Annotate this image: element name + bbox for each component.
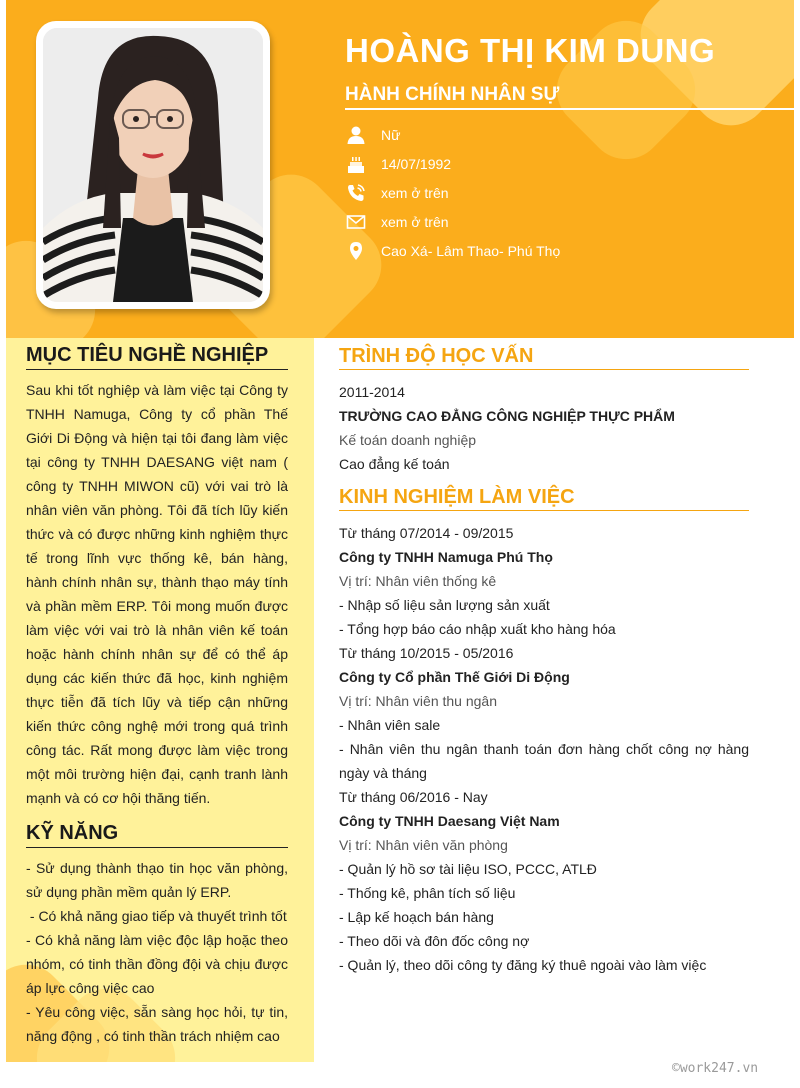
job-entry: [339, 641, 749, 785]
contact-list: [345, 120, 560, 265]
objective-text: Sau khi tốt nghiệp và làm việc tại Công ty TNHH Namuga, Công ty cổ phần Thế Giới Di Động và hiện tại tôi đang làm việc tại công ty TNHH DAESANG việt nam ( công ty TNHH MIWON cũ) với vai trò là nhân viên văn phòng. Tôi đã tích lũy kiến thức và có được những kinh nghiệm thực tế trong lĩnh vực thống kê, bán hàng, hành chính nhân sự, thành thạo máy tính và phần mềm ERP. Tôi mong muốn được làm việc với vai trò là nhân viên kế toán hoặc hành chính nhân sự để có thể áp dụng các kiến thức đã học, kinh nghiệm thực tiễn đã tích lũy và tiếp cận những kiến thức công nghệ mới trong quá trình công tác. Rất mong được làm việc trong một môi trường hiện đại, cạnh tranh lành mạnh và có cơ hội thăng tiến.: [26, 382, 288, 806]
phone-icon: [345, 182, 367, 204]
job-period: Từ tháng 07/2014 - 09/2015: [339, 525, 514, 541]
skills-section: [26, 822, 288, 1048]
skills-list: [26, 856, 288, 1048]
title-divider: [345, 108, 794, 110]
job-duty: - Theo dõi và đôn đốc công nợ: [339, 933, 530, 949]
education-section: [339, 345, 749, 476]
job-duty: - Nhập số liệu sản lượng sản xuất: [339, 597, 550, 613]
job-company: Công ty TNHH Daesang Việt Nam: [339, 813, 560, 829]
cv-page: [6, 0, 794, 1062]
job-position: Vị trí: Nhân viên văn phòng: [339, 837, 508, 853]
contact-phone: [345, 178, 560, 207]
contact-address: [345, 236, 560, 265]
job-duty: - Lập kế hoạch bán hàng: [339, 909, 494, 925]
objective-section: [26, 344, 288, 810]
email-icon: [345, 211, 367, 233]
contact-text: xem ở trên: [381, 213, 449, 230]
education-period: 2011-2014: [339, 384, 405, 400]
portrait-illustration: [43, 28, 263, 302]
job-period: Từ tháng 06/2016 - Nay: [339, 789, 488, 805]
education-heading: TRÌNH ĐỘ HỌC VẤN: [339, 345, 749, 370]
job-duty: - Quản lý hồ sơ tài liệu ISO, PCCC, ATLĐ: [339, 861, 597, 877]
job-position: Vị trí: Nhân viên thu ngân: [339, 693, 497, 709]
profile-photo: [43, 28, 263, 302]
contact-text: Nữ: [381, 126, 401, 143]
experience-list: [339, 521, 749, 977]
experience-section: [339, 486, 749, 977]
skill-item: - Yêu công việc, sẵn sàng học hỏi, tự tin, năng động , có tinh thần trách nhiệm cao: [26, 1004, 288, 1044]
education-entry: [339, 380, 749, 476]
candidate-title: HÀNH CHÍNH NHÂN SỰ: [345, 84, 560, 105]
contact-text: xem ở trên: [381, 184, 449, 201]
job-entry: [339, 785, 749, 977]
experience-heading: KINH NGHIỆM LÀM VIỆC: [339, 486, 749, 511]
job-position: Vị trí: Nhân viên thống kê: [339, 573, 497, 589]
skills-heading: KỸ NĂNG: [26, 822, 288, 848]
contact-text: Cao Xá- Lâm Thao- Phú Thọ: [381, 242, 561, 259]
job-period: Từ tháng 10/2015 - 05/2016: [339, 645, 514, 661]
contact-gender: [345, 120, 560, 149]
job-duty: - Tổng hợp báo cáo nhập xuất kho hàng hóa: [339, 621, 616, 637]
contact-text: 14/07/1992: [381, 155, 452, 172]
birthday-cake-icon: [345, 153, 367, 175]
job-company: Công ty TNHH Namuga Phú Thọ: [339, 549, 553, 565]
job-duty: - Thống kê, phân tích số liệu: [339, 885, 516, 901]
profile-photo-frame: [36, 21, 270, 309]
education-degree: Cao đẳng kế toán: [339, 456, 450, 472]
contact-email: [345, 207, 560, 236]
location-pin-icon: [345, 240, 367, 262]
job-duty: - Nhân viên thu ngân thanh toán đơn hàng chốt công nợ hàng ngày và tháng: [339, 741, 749, 781]
contact-birthday: [345, 149, 560, 178]
objective-heading: MỤC TIÊU NGHỀ NGHIỆP: [26, 344, 288, 370]
candidate-name: HOÀNG THỊ KIM DUNG: [345, 32, 716, 69]
watermark: ©work247.vn: [672, 1061, 759, 1076]
job-entry: [339, 521, 749, 641]
skill-item: - Sử dụng thành thạo tin học văn phòng, sử dụng phần mềm quản lý ERP.: [26, 860, 288, 900]
skill-item: - Có khả năng giao tiếp và thuyết trình tốt: [26, 908, 287, 924]
job-duty: - Quản lý, theo dõi công ty đăng ký thuê ngoài vào làm việc: [339, 957, 707, 973]
job-company: Công ty Cổ phần Thế Giới Di Động: [339, 669, 570, 685]
job-duty: - Nhân viên sale: [339, 717, 441, 733]
education-school: TRƯỜNG CAO ĐẲNG CÔNG NGHIỆP THỰC PHẨM: [339, 408, 675, 424]
person-icon: [345, 124, 367, 146]
education-major: Kế toán doanh nghiệp: [339, 432, 477, 448]
skill-item: - Có khả năng làm việc độc lập hoặc theo nhóm, có tinh thần đồng đội và chịu được áp lực công việc cao: [26, 932, 288, 996]
